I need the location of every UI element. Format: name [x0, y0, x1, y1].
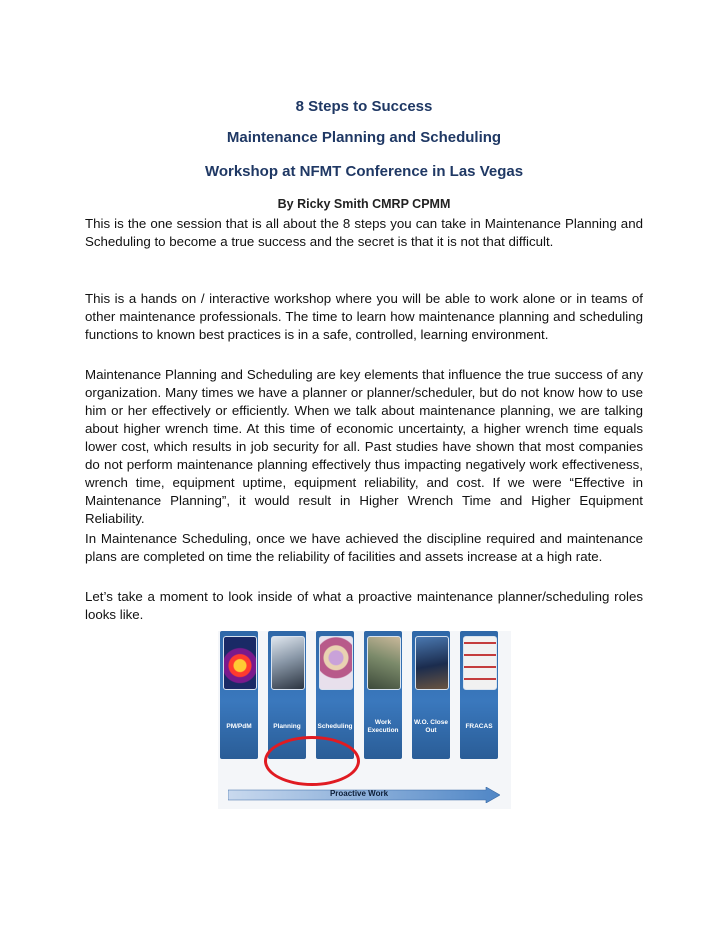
technician-icon — [367, 636, 401, 690]
arrow-label: Proactive Work — [329, 789, 389, 798]
step-fracas — [460, 631, 498, 759]
paragraph-intro: This is the one session that is all about the 8 steps you can take in Maintenance Planning and Scheduling to become a true success and the secret is that it is not that difficult. — [85, 216, 643, 249]
paragraph-roles: Let’s take a moment to look inside of what a proactive maintenance planner/scheduling roles looks like. — [85, 589, 643, 622]
step-label: Planning — [273, 723, 301, 730]
planner-icon — [271, 636, 305, 690]
author-byline: By Ricky Smith CMRP CPMM — [277, 197, 451, 211]
report-icon — [463, 636, 497, 690]
step-wo-close-out — [412, 631, 450, 759]
page-subtitle-event: Workshop at NFMT Conference in Las Vegas — [204, 163, 524, 180]
page-subtitle: Maintenance Planning and Scheduling — [226, 129, 502, 146]
paragraph-scheduling: In Maintenance Scheduling, once we have achieved the discipline required and maintenance plans are completed on time the reliability of facilities and assets increase at a high rate. — [85, 531, 643, 564]
step-label: Work Execution — [367, 719, 399, 734]
work-order-closeout-icon — [415, 636, 449, 690]
step-label: W.O. Close Out — [414, 719, 448, 734]
step-label: Scheduling — [317, 723, 353, 730]
paragraph-workshop: This is a hands on / interactive workshop where you will be able to work alone or in teams of other maintenance professionals. The time to learn how maintenance planning and scheduling functions to known best practices is in a safe, controlled, learning environment. — [85, 291, 643, 342]
scheduling-icon — [319, 636, 353, 690]
step-label: PM/PdM — [226, 723, 252, 730]
step-label: FRACAS — [465, 723, 493, 730]
step-pm-pdm — [220, 631, 258, 759]
page-title: 8 Steps to Success — [295, 98, 433, 115]
proactive-work-diagram — [218, 631, 511, 809]
step-work-execution — [364, 631, 402, 759]
paragraph-planning: Maintenance Planning and Scheduling are key elements that influence the true success of any organization. Many times we have a planner or planner/scheduler, but do not know how to use him or her effectively or efficiently. When we talk about maintenance planning, we are talking about higher wrench time. At this time of economic uncertainty, a higher wrench time equals lower cost, which results in job security for all. Past studies have shown that most companies do not perform maintenance planning effectively thus impacting negatively work effectiveness, wrench time, equipment uptime, equipment reliability, and cost. If we were “Effective in Maintenance Planning”, it would result in Higher Wrench Time and Higher Equipment Reliability. — [85, 367, 643, 526]
highlight-circle — [264, 736, 360, 786]
thermal-image-icon — [223, 636, 257, 690]
